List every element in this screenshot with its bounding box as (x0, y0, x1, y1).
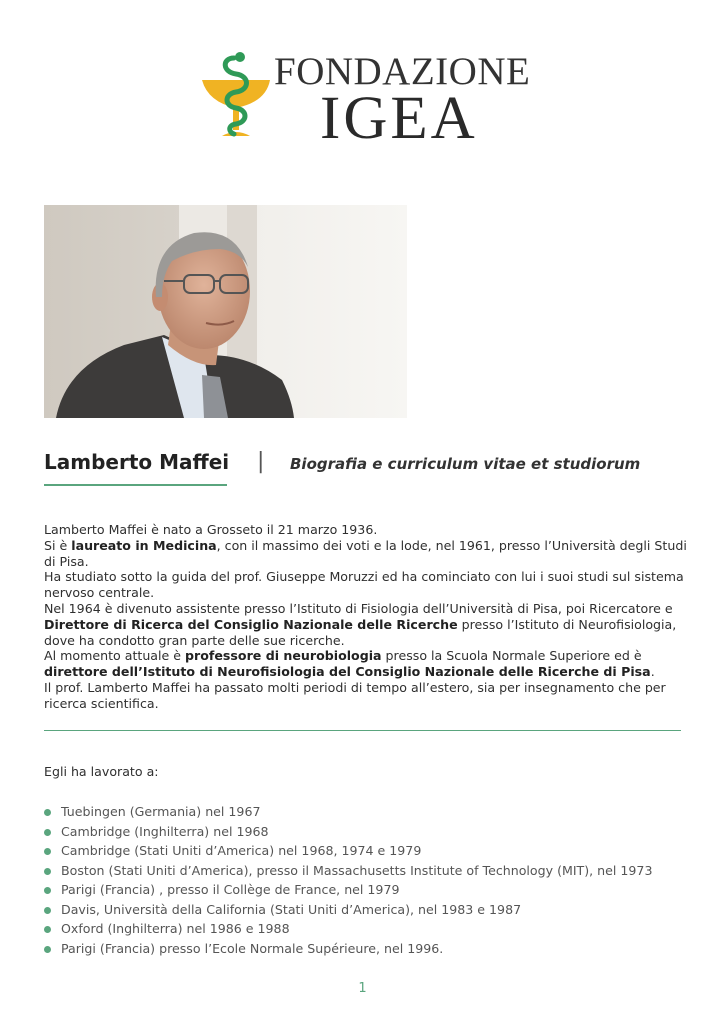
bullet-dot-icon (44, 887, 51, 894)
portrait-photo (44, 205, 407, 418)
place-text: Cambridge (Stati Uniti d’America) nel 1968, 1974 e 1979 (61, 843, 422, 858)
bio-paragraph (44, 648, 689, 680)
logo-text-fondazione: FONDAZIONE (274, 50, 531, 93)
bio-text: Al momento attuale è (44, 648, 186, 664)
bio-paragraph (44, 680, 689, 712)
bio-text: Lamberto Maffei è nato a Grosseto il 21 marzo 1936. (44, 522, 378, 537)
person-name: Lamberto Maffei (44, 450, 230, 474)
bio-text: . (650, 664, 655, 680)
places-list (44, 803, 652, 959)
bullet-dot-icon (44, 946, 51, 953)
bio-text: Il prof. Lamberto Maffei ha passato molti periodi di tempo all’estero, sia per insegnamento che per ricerca scientifica. (44, 679, 666, 711)
bio-text: presso la Scuola Normale Superiore ed è (381, 648, 642, 664)
biography-text (44, 522, 689, 712)
place-text: Parigi (Francia) , presso il Collège de France, nel 1979 (61, 882, 400, 897)
bullet-dot-icon (44, 868, 51, 875)
page-number: 1 (358, 981, 367, 996)
bullet-dot-icon (44, 907, 51, 914)
place-text: Tuebingen (Germania) nel 1967 (61, 804, 261, 819)
place-item (44, 823, 652, 843)
place-item (44, 940, 652, 960)
bio-paragraph (44, 522, 689, 538)
bullet-dot-icon (44, 926, 51, 933)
name-underline (44, 484, 227, 486)
document-subtitle: Biografia e curriculum vitae et studiorum (290, 455, 641, 473)
place-text: Davis, Università della California (Stati Uniti d’America), nel 1983 e 1987 (61, 901, 522, 917)
logo-text-igea: IGEA (320, 85, 478, 152)
worked-at-label: Egli ha lavorato a: (44, 764, 159, 779)
foundation-logo (200, 50, 531, 152)
bullet-dot-icon (44, 848, 51, 855)
bio-highlight: Direttore di Ricerca del Consiglio Nazionale delle Ricerche (44, 616, 458, 632)
bio-paragraph (44, 601, 689, 648)
bio-highlight: laureato in Medicina (71, 537, 217, 553)
title-separator: | (257, 449, 265, 474)
bio-highlight: direttore dell’Istituto di Neurofisiologia del Consiglio Nazionale delle Ricerche di Pisa (44, 664, 651, 680)
bio-paragraph (44, 538, 689, 570)
place-item (44, 803, 652, 823)
caduceus-cup-icon (200, 50, 278, 142)
bio-text: , con il massimo dei voti e la lode, nel 1961, presso l’Università degli Studi di Pisa. (44, 537, 687, 569)
bio-text: Si è (44, 537, 72, 553)
place-item (44, 862, 652, 882)
bio-text: presso l’Istituto di Neurofisiologia, dove ha condotto gran parte delle sue ricerche. (44, 616, 677, 648)
place-text: Boston (Stati Uniti d’America), presso il Massachusetts Institute of Technology (MIT), nel 1973 (61, 862, 653, 878)
place-text: Cambridge (Inghilterra) nel 1968 (61, 823, 269, 839)
bullet-dot-icon (44, 809, 51, 816)
bio-paragraph (44, 569, 689, 601)
section-divider (44, 730, 681, 731)
bio-highlight: professore di neurobiologia (185, 648, 382, 664)
bio-text: Ha studiato sotto la guida del prof. Giuseppe Moruzzi ed ha cominciato con lui i suoi studi sul sistema nervoso centrale. (44, 569, 684, 601)
place-item (44, 881, 652, 901)
place-item (44, 901, 652, 921)
place-item (44, 920, 652, 940)
place-text: Oxford (Inghilterra) nel 1986 e 1988 (61, 921, 290, 936)
place-text: Parigi (Francia) presso l’Ecole Normale Supérieure, nel 1996. (61, 940, 444, 956)
bio-text: Nel 1964 è divenuto assistente presso l’Istituto di Fisiologia dell’Università di Pisa, poi Ricercatore e (44, 600, 673, 616)
bullet-dot-icon (44, 829, 51, 836)
place-item (44, 842, 652, 862)
